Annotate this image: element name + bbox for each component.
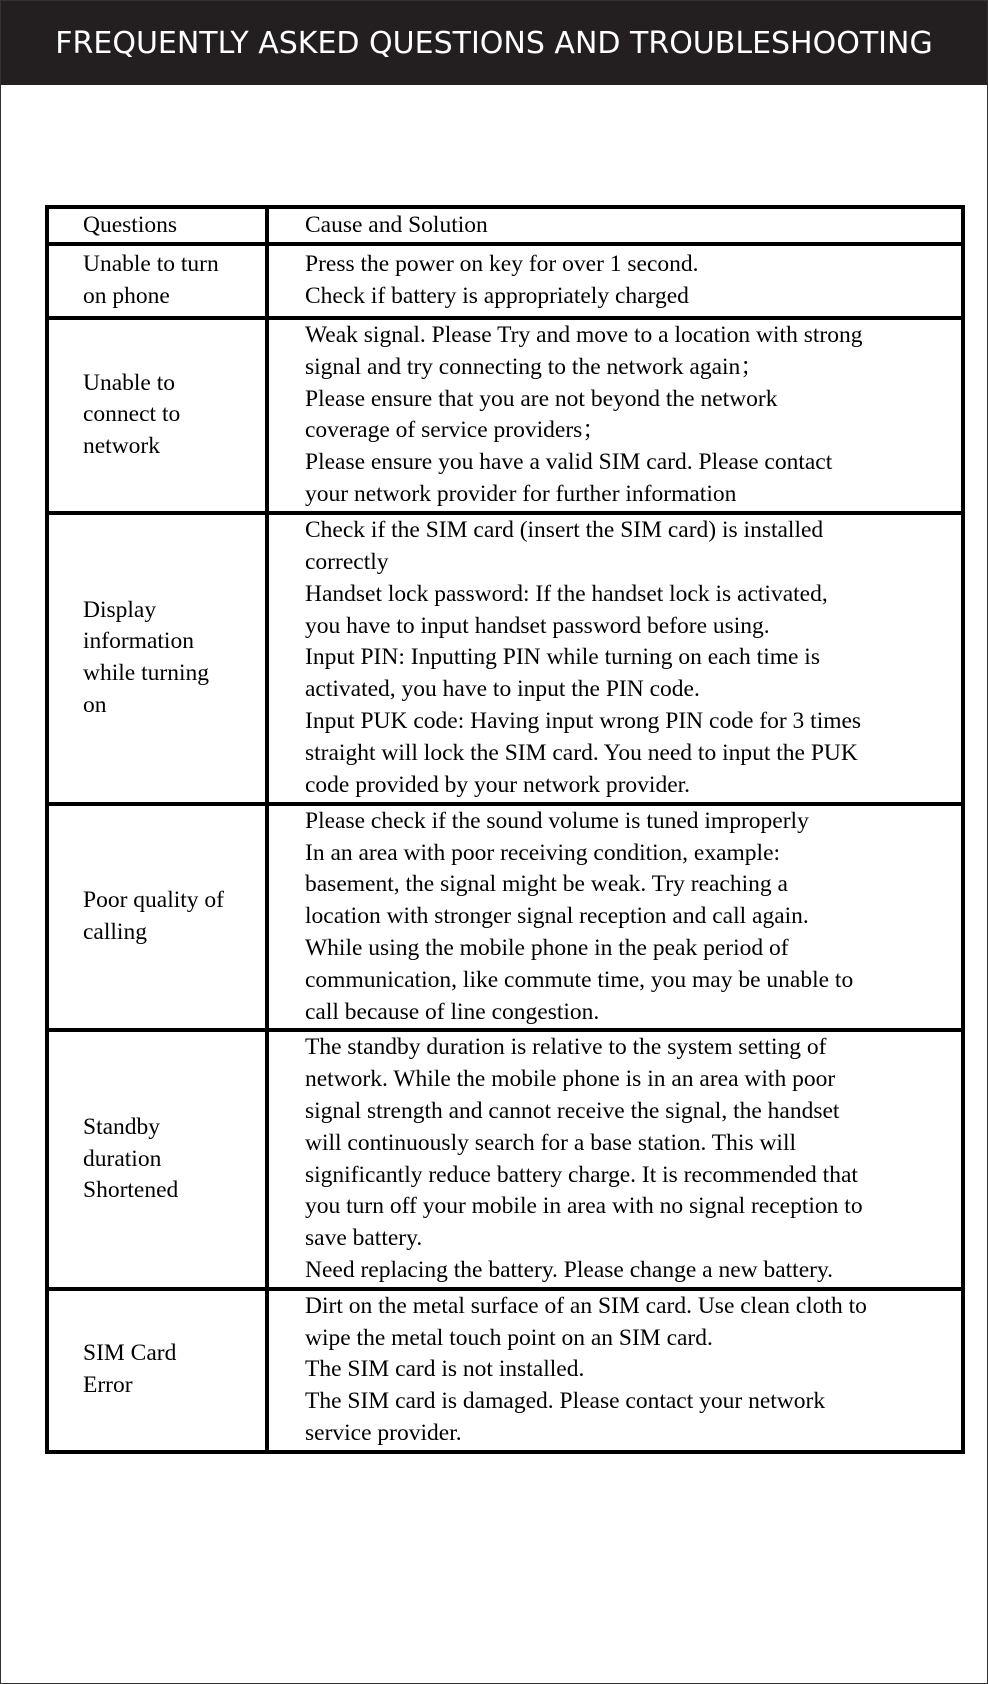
question-line: Display bbox=[83, 596, 157, 623]
answer-line: your network provider for further information bbox=[305, 480, 737, 507]
question-line: Standby bbox=[83, 1113, 161, 1140]
answer-line: communication, like commute time, you may be unable to bbox=[305, 966, 854, 993]
answer-line: correctly bbox=[305, 548, 389, 575]
page-title: FREQUENTLY ASKED QUESTIONS AND TROUBLESHOOTING bbox=[55, 25, 933, 61]
answer-line: signal strength and cannot receive the signal, the handset bbox=[305, 1097, 840, 1124]
answer-line: The SIM card is damaged. Please contact your network bbox=[305, 1388, 826, 1415]
question-line: SIM Card bbox=[83, 1340, 177, 1367]
answer-line: The standby duration is relative to the system setting of bbox=[305, 1034, 827, 1061]
answer-line: Please ensure that you are not beyond the network bbox=[305, 385, 778, 412]
column-header-cause-solution: Cause and Solution bbox=[267, 207, 963, 244]
answer-line: location with stronger signal reception and call again. bbox=[305, 903, 809, 930]
question-line: Shortened bbox=[83, 1177, 179, 1204]
question-line: Poor quality of bbox=[83, 887, 224, 914]
answer-line: code provided by your network provider. bbox=[305, 771, 691, 798]
table-header-row bbox=[47, 207, 963, 244]
answer-line: Please ensure you have a valid SIM card. Please contact bbox=[305, 449, 833, 476]
question-cell bbox=[47, 513, 267, 804]
answer-line: Dirt on the metal surface of an SIM card. Use clean cloth to bbox=[305, 1292, 867, 1319]
question-cell bbox=[47, 1289, 267, 1452]
answer-line: you turn off your mobile in area with no signal reception to bbox=[305, 1193, 863, 1220]
answer-line: In an area with poor receiving condition, example: bbox=[305, 839, 781, 866]
faq-table bbox=[45, 205, 965, 1454]
answer-line: Weak signal. Please Try and move to a location with strong bbox=[305, 322, 863, 348]
question-line: Error bbox=[83, 1372, 133, 1399]
answer-line: significantly reduce battery charge. It is recommended that bbox=[305, 1161, 858, 1188]
answer-line: service provider. bbox=[305, 1419, 462, 1446]
answer-cell bbox=[267, 804, 963, 1031]
answer-line: call because of line congestion. bbox=[305, 998, 600, 1025]
answer-line: save battery. bbox=[305, 1225, 423, 1252]
answer-cell bbox=[267, 244, 963, 318]
answer-line: While using the mobile phone in the peak period of bbox=[305, 934, 789, 961]
question-line: information bbox=[83, 628, 194, 655]
question-line: Unable to bbox=[83, 369, 176, 396]
table-row bbox=[47, 513, 963, 804]
page-header bbox=[1, 1, 987, 85]
answer-line: The SIM card is not installed. bbox=[305, 1356, 585, 1383]
answer-line: network. While the mobile phone is in an area with poor bbox=[305, 1066, 836, 1093]
answer-line: Press the power on key for over 1 second. bbox=[305, 251, 699, 278]
answer-cell bbox=[267, 1030, 963, 1288]
answer-line: Check if battery is appropriately charged bbox=[305, 283, 689, 309]
question-line: Unable to turn bbox=[83, 251, 219, 278]
answer-line: wipe the metal touch point on an SIM card. bbox=[305, 1324, 713, 1351]
table-row bbox=[47, 244, 963, 318]
answer-line: Need replacing the battery. Please change a new battery. bbox=[305, 1256, 834, 1283]
question-cell bbox=[47, 804, 267, 1031]
question-line: network bbox=[83, 433, 161, 460]
answer-line: Handset lock password: If the handset lock is activated, bbox=[305, 580, 828, 607]
table-row bbox=[47, 1030, 963, 1288]
question-cell bbox=[47, 318, 267, 513]
answer-line: signal and try connecting to the network again； bbox=[305, 353, 764, 380]
question-cell bbox=[47, 1030, 267, 1288]
question-line: calling bbox=[83, 919, 147, 946]
answer-cell bbox=[267, 1289, 963, 1452]
question-line: on phone bbox=[83, 283, 170, 309]
answer-line: activated, you have to input the PIN code. bbox=[305, 676, 700, 703]
answer-line: basement, the signal might be weak. Try reaching a bbox=[305, 871, 788, 898]
answer-line: Input PIN: Inputting PIN while turning on each time is bbox=[305, 644, 820, 671]
answer-line: straight will lock the SIM card. You need to input the PUK bbox=[305, 739, 858, 766]
answer-line: Please check if the sound volume is tuned improperly bbox=[305, 807, 809, 834]
answer-line: Input PUK code: Having input wrong PIN code for 3 times bbox=[305, 707, 862, 734]
answer-cell bbox=[267, 513, 963, 804]
table-row bbox=[47, 1289, 963, 1452]
column-header-questions: Questions bbox=[47, 207, 267, 244]
answer-cell bbox=[267, 318, 963, 513]
answer-line: coverage of service providers； bbox=[305, 417, 606, 444]
answer-line: will continuously search for a base station. This will bbox=[305, 1129, 797, 1156]
table-row bbox=[47, 318, 963, 513]
question-line: on bbox=[83, 692, 107, 719]
table-row bbox=[47, 804, 963, 1031]
question-line: duration bbox=[83, 1145, 162, 1172]
question-line: while turning bbox=[83, 660, 209, 687]
answer-line: you have to input handset password before using. bbox=[305, 612, 770, 639]
question-cell bbox=[47, 244, 267, 318]
question-line: connect to bbox=[83, 401, 181, 428]
answer-line: Check if the SIM card (insert the SIM card) is installed bbox=[305, 517, 824, 544]
